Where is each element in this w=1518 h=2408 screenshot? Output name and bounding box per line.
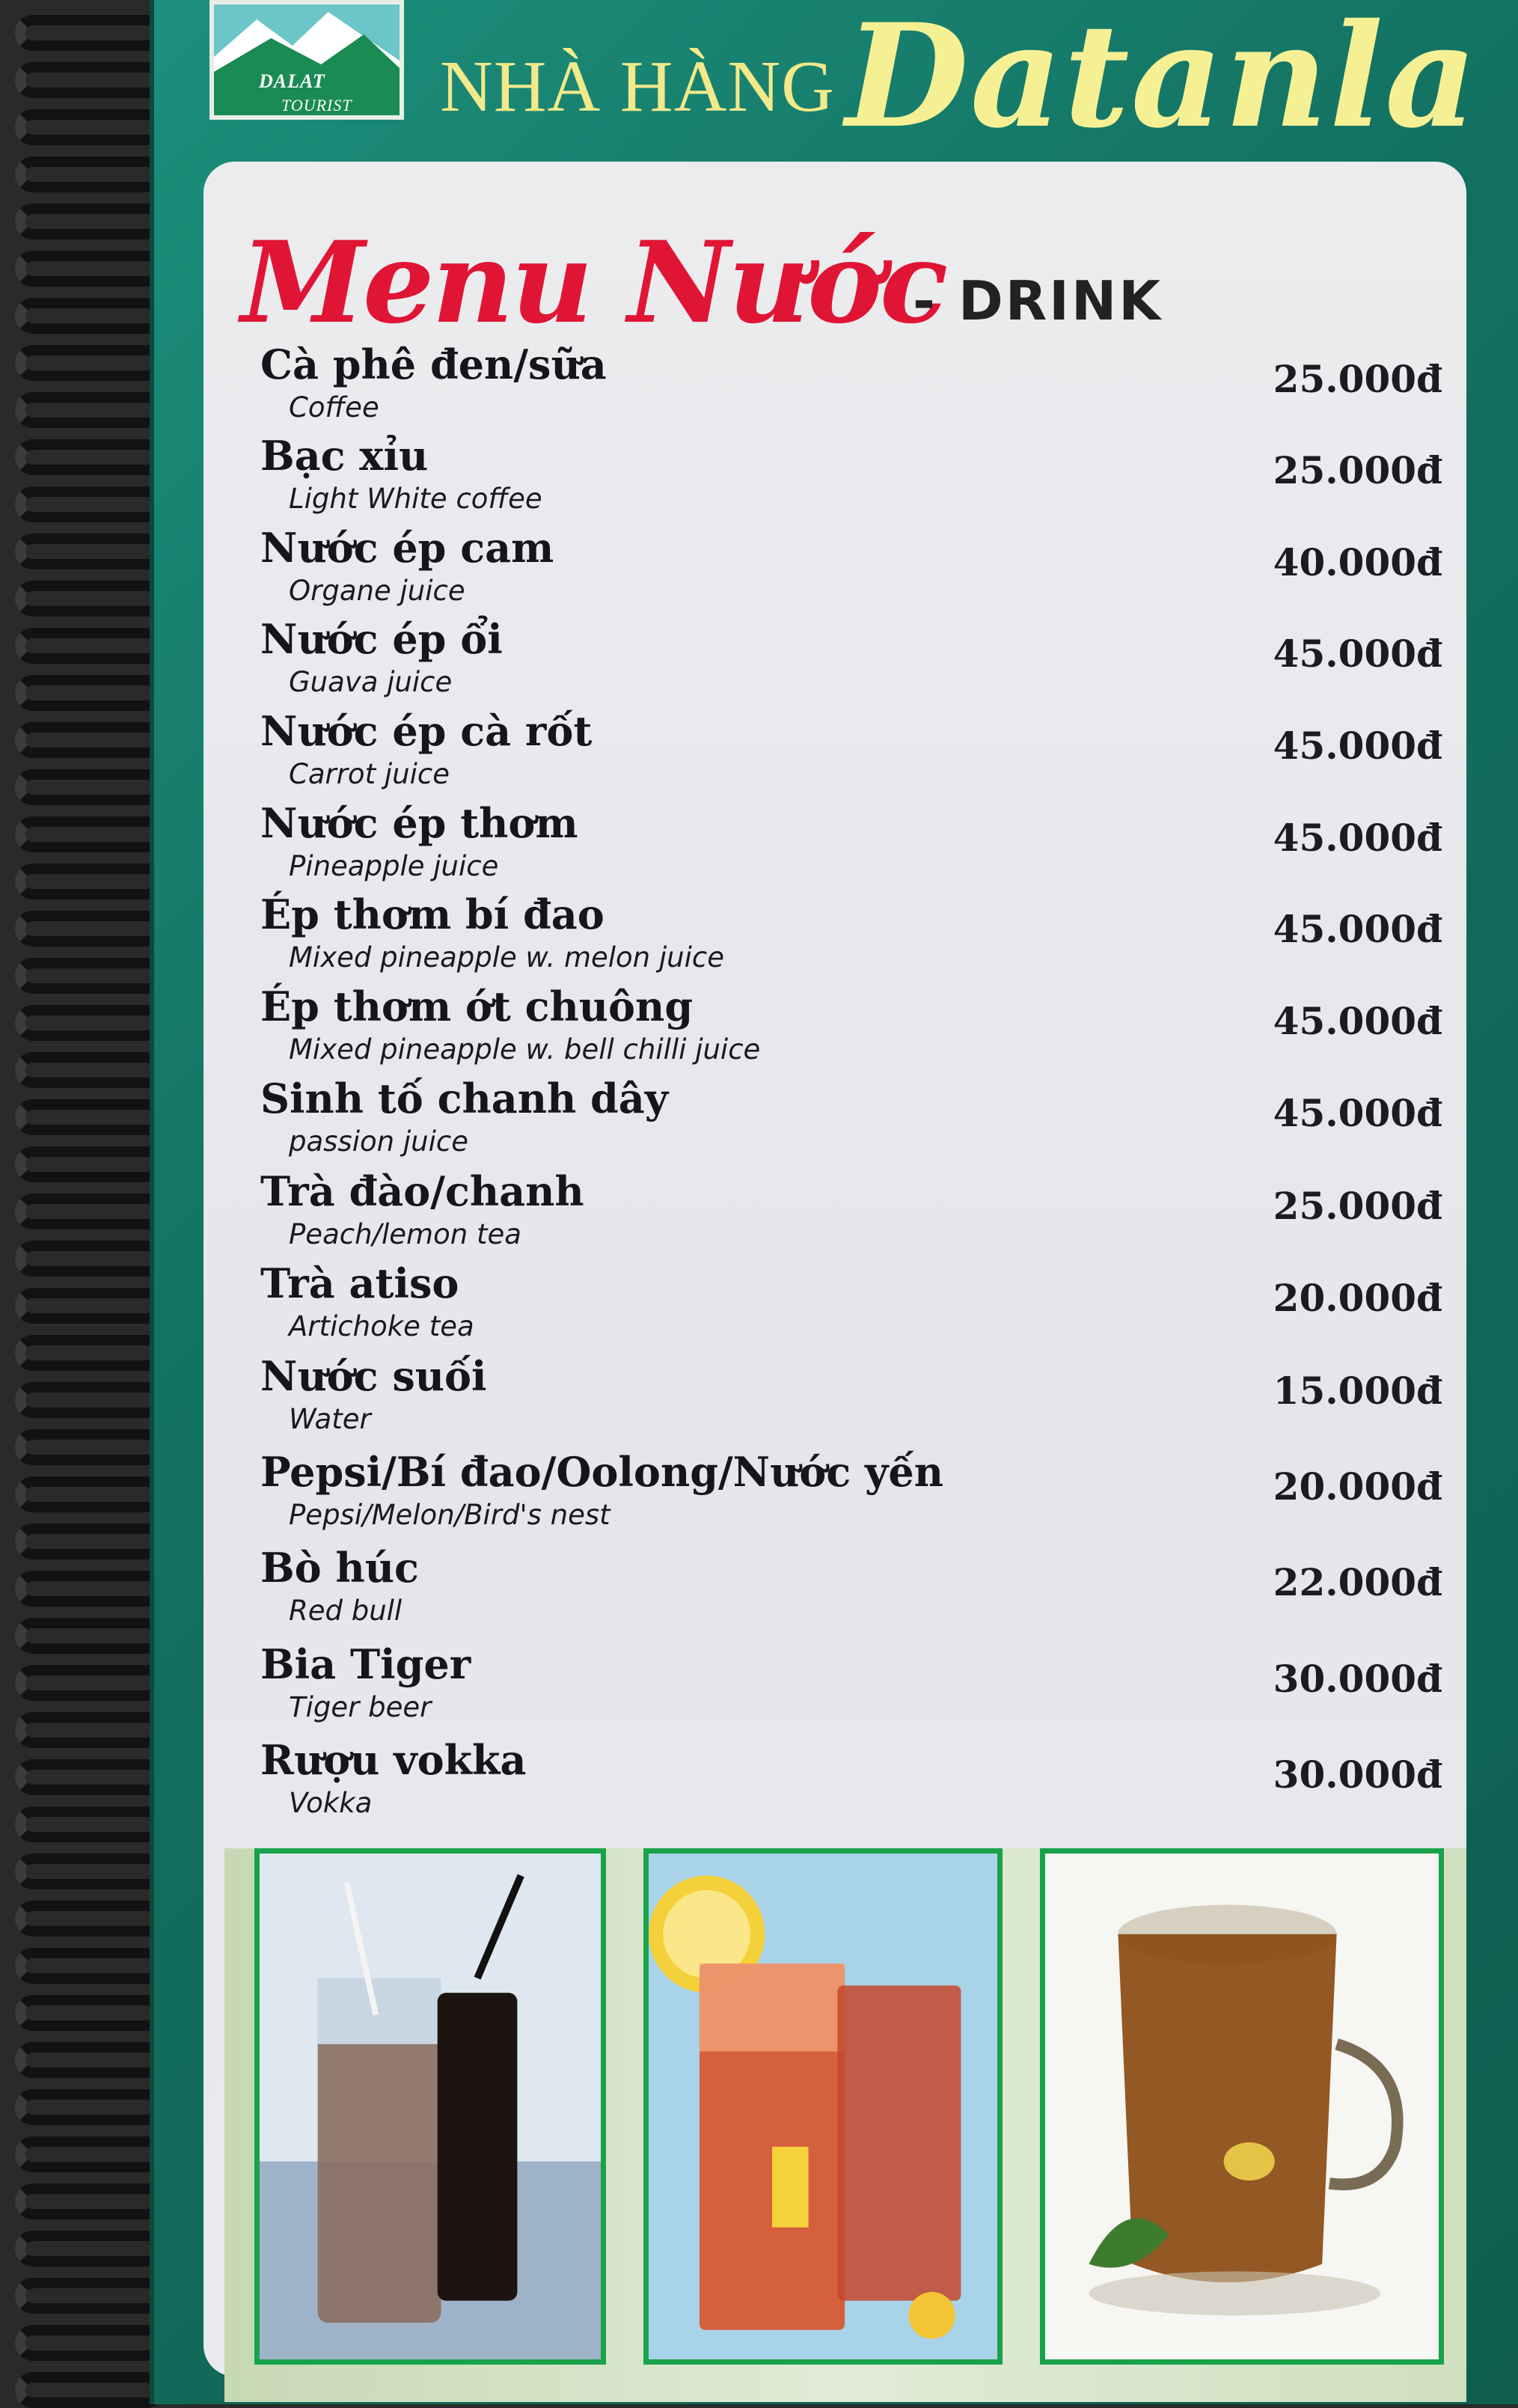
binding-ring xyxy=(15,1665,165,1701)
item-name-en: Vokka xyxy=(289,1787,373,1819)
item-price: 45.000đ xyxy=(1273,999,1442,1043)
binding-ring xyxy=(15,1995,165,2031)
binding-ring xyxy=(15,675,165,711)
restaurant-prefix: NHÀ HÀNG xyxy=(440,46,835,127)
item-name-en: Organe juice xyxy=(289,575,465,607)
hot-tea-cup-photo xyxy=(1040,1848,1444,2365)
binding-ring xyxy=(15,2278,165,2314)
item-price: 30.000đ xyxy=(1273,1657,1442,1701)
binding-ring xyxy=(15,2184,165,2219)
binding-ring xyxy=(15,2136,165,2172)
binding-ring xyxy=(15,1759,165,1795)
item-name-en: Red bull xyxy=(289,1595,403,1627)
item-name-en: Mixed pineapple w. melon juice xyxy=(289,941,725,974)
binding-ring xyxy=(15,1099,165,1135)
binding-ring xyxy=(15,958,165,994)
item-price: 20.000đ xyxy=(1273,1464,1442,1509)
binding-ring xyxy=(15,1241,165,1277)
binding-ring xyxy=(15,581,165,617)
iced-coffee-photo xyxy=(254,1848,606,2365)
item-name-vi: Nước ép cam xyxy=(260,524,554,572)
binding-ring xyxy=(15,1571,165,1607)
item-price: 25.000đ xyxy=(1273,1184,1442,1228)
restaurant-name: Datanla xyxy=(845,0,1479,159)
binding-ring xyxy=(15,1005,165,1041)
binding-ring xyxy=(15,1429,165,1465)
binding-ring xyxy=(15,1901,165,1937)
binding-ring xyxy=(15,204,165,239)
binding-ring xyxy=(15,1335,165,1371)
binding-ring xyxy=(15,1712,165,1748)
item-name-en: Guava juice xyxy=(289,666,453,698)
item-name-vi: Bò húc xyxy=(260,1544,419,1592)
item-price: 45.000đ xyxy=(1273,1091,1442,1135)
binding-ring xyxy=(15,1524,165,1559)
binding-ring xyxy=(15,1382,165,1418)
item-name-vi: Bia Tiger xyxy=(260,1640,471,1688)
item-name-vi: Nước ép ổi xyxy=(260,615,503,663)
binding-ring xyxy=(15,1854,165,1889)
menu-subtitle: - DRINK xyxy=(913,269,1163,332)
binding-ring xyxy=(15,1146,165,1182)
item-name-en: Light White coffee xyxy=(289,483,542,515)
binding-ring xyxy=(15,345,165,381)
binding-ring xyxy=(15,1476,165,1512)
item-name-vi: Pepsi/Bí đao/Oolong/Nước yến xyxy=(260,1448,943,1496)
item-name-vi: Nước suối xyxy=(260,1352,487,1400)
logo-line2: TOURIST xyxy=(281,96,352,114)
binding-ring xyxy=(15,722,165,758)
binding-ring xyxy=(15,1288,165,1324)
item-name-vi: Ép thơm bí đao xyxy=(260,890,605,938)
binding-ring xyxy=(15,1618,165,1654)
binding-ring xyxy=(15,1194,165,1229)
binding-ring xyxy=(15,15,165,51)
item-price: 20.000đ xyxy=(1273,1276,1442,1320)
binding-ring xyxy=(15,251,165,287)
binding-ring xyxy=(15,2089,165,2125)
item-name-vi: Trà atiso xyxy=(260,1259,459,1307)
binding-ring xyxy=(15,62,165,98)
binding-ring xyxy=(15,2042,165,2078)
item-name-en: Coffee xyxy=(289,391,379,424)
binding-ring xyxy=(15,911,165,947)
binding-ring xyxy=(15,156,165,192)
mountain-icon xyxy=(214,4,400,72)
item-price: 40.000đ xyxy=(1273,540,1442,584)
item-price: 45.000đ xyxy=(1273,816,1442,860)
item-name-vi: Bạc xỉu xyxy=(260,432,429,480)
binding-ring xyxy=(15,109,165,145)
binding-ring xyxy=(15,628,165,664)
item-name-en: Artichoke tea xyxy=(289,1310,474,1342)
binding-ring xyxy=(15,2231,165,2267)
binding-ring xyxy=(15,864,165,899)
binding-ring xyxy=(15,486,165,522)
binding-ring xyxy=(15,298,165,334)
item-price: 25.000đ xyxy=(1273,448,1442,492)
item-name-vi: Nước ép thơm xyxy=(260,799,578,847)
binding-ring xyxy=(15,2372,165,2408)
dalat-tourist-logo xyxy=(209,0,404,120)
item-price: 15.000đ xyxy=(1273,1369,1442,1413)
item-price: 45.000đ xyxy=(1273,907,1442,951)
binding-ring xyxy=(15,1806,165,1842)
item-name-en: passion juice xyxy=(289,1125,468,1158)
item-price: 45.000đ xyxy=(1273,632,1442,676)
item-price: 45.000đ xyxy=(1273,724,1442,768)
item-name-vi: Trà đào/chanh xyxy=(260,1167,584,1215)
binding-ring xyxy=(15,392,165,428)
iced-peach-tea-photo xyxy=(643,1848,1003,2365)
binding-ring xyxy=(15,2325,165,2361)
item-name-en: Water xyxy=(289,1403,371,1435)
item-name-en: Mixed pineapple w. bell chilli juice xyxy=(289,1033,761,1066)
item-name-vi: Cà phê đen/sữa xyxy=(260,340,607,388)
binding-ring xyxy=(15,439,165,475)
binding-ring xyxy=(15,1052,165,1088)
binding-ring xyxy=(15,816,165,852)
item-name-en: Carrot juice xyxy=(289,758,450,790)
binding-ring xyxy=(15,769,165,805)
binding-ring xyxy=(15,1948,165,1984)
item-price: 25.000đ xyxy=(1273,357,1442,401)
logo-line1: DALAT xyxy=(259,70,325,92)
item-name-vi: Ép thơm ớt chuông xyxy=(260,983,694,1030)
item-name-en: Pineapple juice xyxy=(289,850,499,882)
item-name-en: Peach/lemon tea xyxy=(289,1218,521,1250)
item-price: 22.000đ xyxy=(1273,1560,1442,1604)
item-name-vi: Sinh tố chanh dây xyxy=(260,1075,669,1122)
item-name-vi: Rượu vokka xyxy=(260,1736,527,1784)
item-name-vi: Nước ép cà rốt xyxy=(260,707,593,755)
item-name-en: Tiger beer xyxy=(289,1691,432,1723)
item-name-en: Pepsi/Melon/Bird's nest xyxy=(289,1499,610,1531)
menu-title: Menu Nước xyxy=(241,217,946,349)
binding-ring xyxy=(15,534,165,569)
photo-strip xyxy=(224,1848,1466,2372)
item-price: 30.000đ xyxy=(1273,1752,1442,1797)
